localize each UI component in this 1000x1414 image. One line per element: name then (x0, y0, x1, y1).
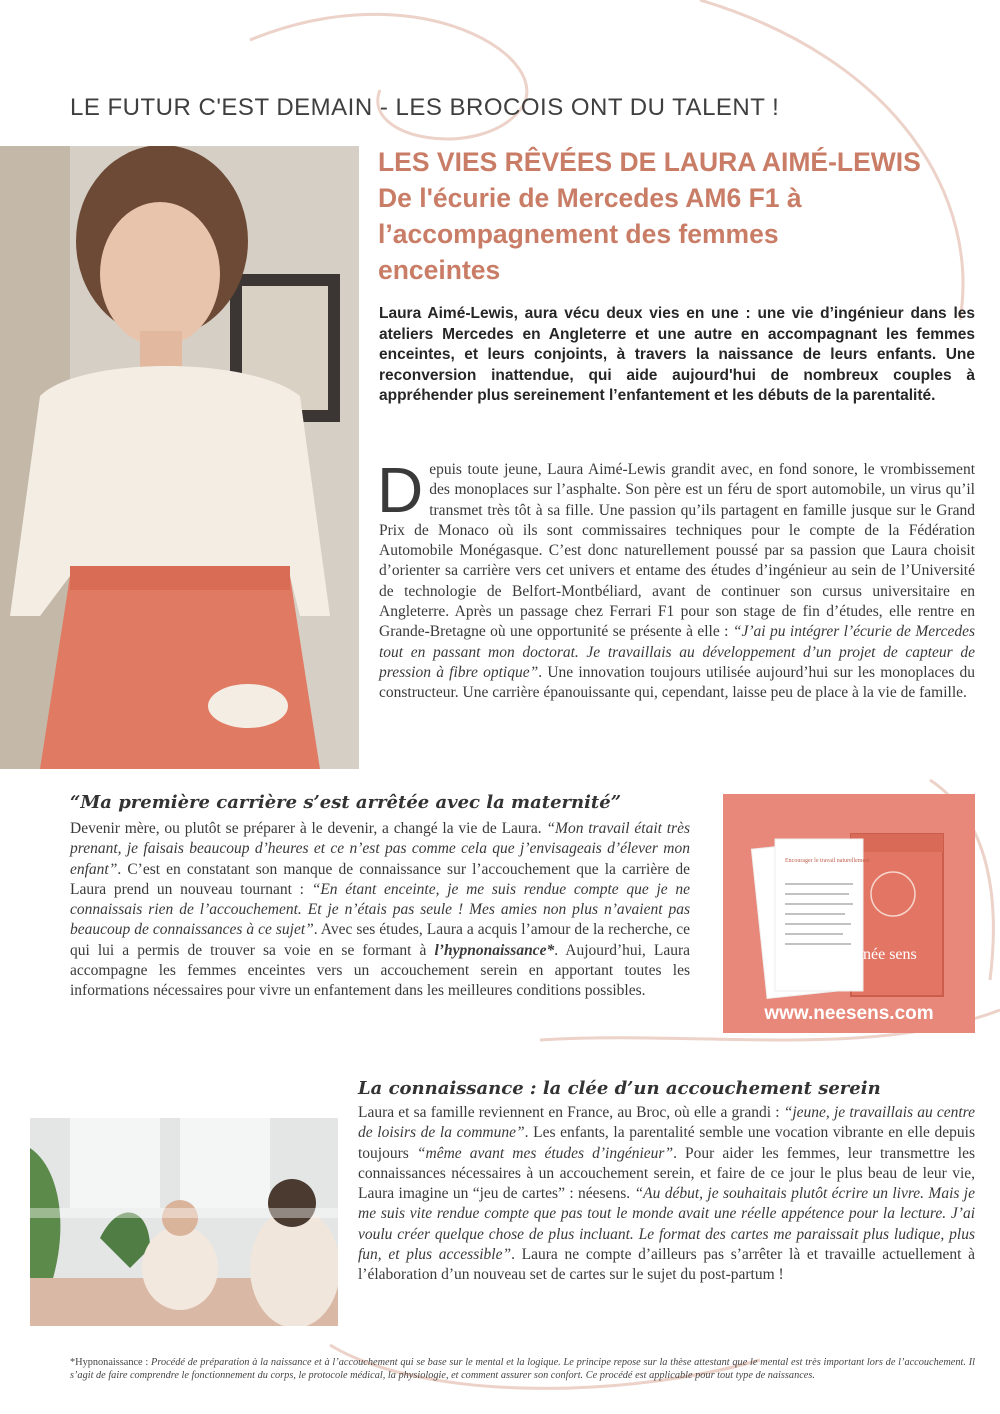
article-title (378, 144, 978, 288)
section-1-text-a: epuis toute jeune, Laura Aimé-Lewis grandit avec, en fond sonore, le vrombissement des monoplaces sur l’asphalte. Son père est un féru de sport automobile, un virus qu’il transmet très tôt à sa fille. Une passion qu’ils partagent en famille jusque sur le Grand Prix de Monaco où ils sont commissaires techniques pour le compte de la Fédération Automobile Monégasque. C’est donc naturellement poussé par sa passion que Laura choisit d’orienter sa carrière vers cet univers et entame des études d’ingénieur au sein de l’Université de technologie de Belfort-Montbéliard, avant de continuer son cursus universitaire en Angleterre. Après un passage chez Ferrari F1 pour son stage de fin d’études, elle rentre en Grande-Bretagne où une opportunité se présente à elle : (379, 461, 975, 641)
magazine-section-header: LE FUTUR C'EST DEMAIN - LES BROCOIS ONT DU TALENT ! (70, 94, 780, 121)
section-3-quote-c: “Au début, je souhaitais plutôt écrire un livre. Mais je me suis vite rendue compte que pas tout le monde avait une réelle appétence pour la lecture. J’ai voulu créer quelque chose de plus incluant. Le format des cartes me paraissait plus ludique, plus fun, et plus accessible” (358, 1185, 975, 1264)
section-3-text-c: . Pour aider les femmes, leur transmettre les connaissances nécessaires à un accouchement serein, et faire de ce jour le plus beau de leur vie, Laura imagine un “jeu de cartes” : néesens. (358, 1144, 975, 1203)
section-2-text-a: Devenir mère, ou plutôt se préparer à le devenir, a changé la vie de Laura. (70, 820, 547, 837)
section-3-quote-a: “jeune, je travaillais au centre de loisirs de la commune” (358, 1104, 976, 1142)
section-2-text-c: . Avec ses études, Laura a acquis l’amour de la recherche, ce qui lui a permis de trouver sa voie en se formant à (70, 921, 690, 959)
drop-cap: D (377, 454, 424, 526)
section-2-quote-b: “En étant enceinte, je me suis rendue compte que je ne connaissais rien de l’accouchement. Et je n’étais pas seule ! Mes amies non plus n’avaient pas beaucoup de connaissances à ce sujet” (70, 880, 690, 939)
hypnonaissance-term: l’hypnonaissance* (434, 941, 555, 959)
footnote-term: *Hypnonaissance : (70, 1357, 152, 1368)
section-3-text-d: . Laura ne compte d’ailleurs pas s’arrêter là et travaille actuellement à l’élaboration d’un nouveau set de cartes sur le sujet du post-partum ! (358, 1246, 976, 1284)
title-line-2: De l'écurie de Mercedes AM6 F1 à (378, 183, 802, 213)
title-line-4: enceintes (378, 255, 501, 285)
article-lead: Laura Aimé-Lewis, aura vécu deux vies en une : une vie d’ingénieur dans les ateliers Mercedes en Angleterre et une autre en accompagnant les femmes enceintes, et leurs conjoints, à travers la naissance de leurs enfants. Une reconversion inattendue, qui aide aujourd'hui de nombreux couples à appréhender plus sereinement l’enfantement et les débuts de la parentalité. (379, 305, 975, 404)
footnote (70, 1356, 975, 1382)
section-1-quote: “J’ai pu intégrer l’écurie de Mercedes tout en passant mon doctorat. Je travaillais au développement d’un projet de capteur de pression à fibre optique” (379, 623, 976, 681)
footnote-text: Procédé de préparation à la naissance et à l’accouchement qui se base sur le mental et la logique. Le principe repose sur la thèse attestant que le mental est très important lors de l’accouchement. Il s’agit de faire comprendre le fonctionnement du corps, le protocole médical, la physiologie, et comment assurer son confort. Ce procédé est applicable pour tout type de naissances. (70, 1357, 975, 1381)
neesens-url: www.neesens.com (764, 1003, 934, 1024)
section-2-text-d: . Aujourd’hui, Laura accompagne les femmes enceintes vers un accouchement serein en apportant toutes les informations nécessaires pour vivre un enfantement dans les meilleures conditions possibles. (70, 941, 690, 1000)
portrait-photo (0, 146, 359, 769)
section-3-text-a: Laura et sa famille reviennent en France, au Broc, où elle a grandi : (358, 1104, 784, 1121)
title-line-3: l’accompagnement des femmes (378, 219, 779, 249)
card-title-text: Encourager le travail naturellement (785, 858, 870, 864)
section-2-quote-a: “Mon travail était très prenant, je faisais beaucoup d’heures et ce n’est pas comme cela que j’envisageais d’élever mon enfant” (70, 820, 690, 878)
section-3-quote-b: “même avant mes études d’ingénieur” (416, 1144, 674, 1162)
section-1-paragraph (377, 454, 976, 704)
workshop-illustration (30, 1118, 338, 1326)
section-3-paragraph (358, 1103, 975, 1286)
neesens-promo-image (723, 794, 975, 1033)
title-line-1: LES VIES RÊVÉES DE LAURA AIMÉ-LEWIS (378, 147, 921, 177)
box-label-text: née sens (863, 946, 917, 963)
workshop-photo (30, 1118, 338, 1326)
card-game-illustration (723, 794, 975, 1033)
section-3-text-b: . Les enfants, la parentalité semble une vocation vibrante en elle depuis toujours (358, 1124, 975, 1162)
portrait-illustration (0, 146, 359, 769)
section-2-paragraph (70, 819, 690, 1002)
section-2-text-b: . C’est en constatant son manque de connaissance sur l’accouchement que la carrière de Laura prend un nouveau tournant : (70, 860, 690, 898)
section-3-heading: La connaissance : la clée d’un accouchement serein (358, 1078, 881, 1099)
section-2-heading: “Ma première carrière s’est arrêtée avec la maternité” (70, 792, 622, 813)
section-1-text-b: . Une innovation toujours utilisée aujourd’hui sur les monoplaces du constructeur. Une carrière épanouissante qui, cependant, laisse peu de place à la vie de famille. (379, 663, 975, 702)
